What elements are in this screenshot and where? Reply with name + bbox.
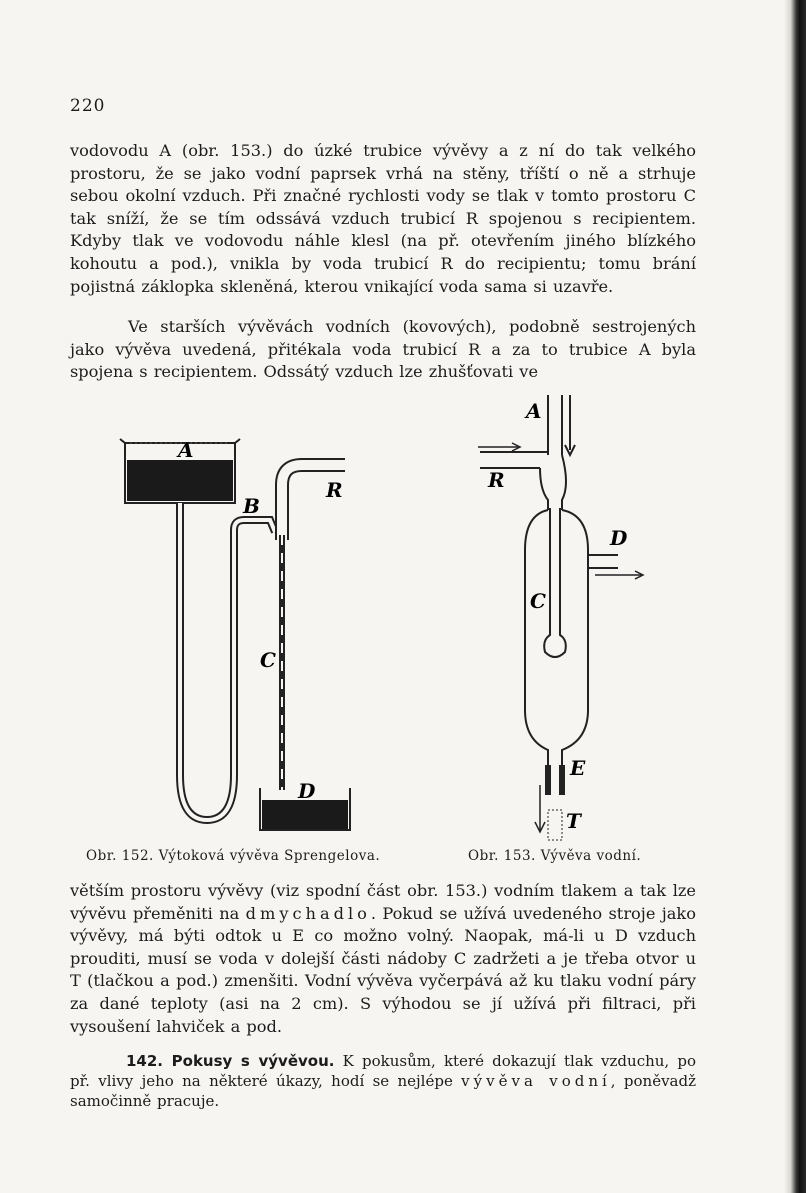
book-spine-shadow bbox=[784, 0, 806, 1193]
label-d: D bbox=[610, 526, 628, 550]
label-b: B bbox=[243, 494, 260, 518]
label-a: A bbox=[178, 438, 194, 462]
figure-153-water-pump bbox=[470, 390, 650, 845]
paragraph-3-part-2: . Pokud se užívá uvedeného stroje jako vývěvy, má býti odtok u E co možno volný. Naopak, má-li u D vzduch prouditi, musí se voda v dolejší části nádoby C zadržeti a je třeba otvor u T (tlačkou a pod.) zmenšiti. Vodní vývěva vyčerpává až ku tlaku vodní páry za dané teploty (asi na 2 cm). S výhodou se jí užívá při filtraci, při vysoušení lahviček a pod. bbox=[70, 903, 696, 1036]
vessel-a-liquid bbox=[127, 460, 233, 501]
label-c: C bbox=[530, 589, 546, 613]
label-c: C bbox=[260, 648, 276, 672]
paragraph-3-part-1: větším prostoru vývěvy (viz spodní část obr. 153.) vodním tlakem a tak lze vývěvu přeměniti na bbox=[70, 881, 696, 923]
vessel-d-liquid bbox=[262, 800, 348, 829]
section-heading: 142. Pokusy s vývěvou. bbox=[126, 1052, 335, 1070]
paragraph-1: vodovodu A (obr. 153.) do úzké trubice vývěvy a z ní do tak velkého prostoru, že se jako vodní paprsek vrhá na stěny, tříští o ně a strhuje sebou okolní vzduch. Při značné rychlosti vody se tlak v tomto prostoru C tak sníží, že se tím odssává vzduch trubicí R spojenou s recipientem. Kdyby tlak ve vodovodu náhle klesl (na př. otevřením jiného blízkého kohoutu a pod.), vnikla by voda trubicí R do recipientu; tomu brání pojistná záklopka skleněná, kterou vnikající voda sama si uzavře. bbox=[70, 141, 696, 296]
figure-152-sprengel-pump bbox=[110, 435, 370, 840]
label-r: R bbox=[326, 478, 343, 502]
label-r: R bbox=[488, 468, 505, 492]
label-a: A bbox=[526, 399, 542, 423]
tube-r bbox=[282, 465, 345, 540]
figure-153-caption: Obr. 153. Vývěva vodní. bbox=[468, 848, 642, 864]
label-d: D bbox=[298, 779, 316, 803]
paragraph-3-spaced-term: dmychadlo bbox=[245, 903, 371, 923]
label-e: E bbox=[570, 756, 586, 780]
inner-jet-c bbox=[544, 508, 566, 657]
section-text-part-2: , poněvadž samočinně pracuje. bbox=[70, 1072, 696, 1110]
section-142 bbox=[70, 1051, 696, 1111]
label-t: T bbox=[566, 809, 581, 833]
paragraph-2: Ve starších vývěvách vodních (kovových), podobně sestrojených jako vývěva uvedená, přitékala voda trubicí R a za to trubice A byla spojena s recipientem. Odssátý vzduch lze zhušťovati ve bbox=[70, 317, 696, 382]
figure-152-caption: Obr. 152. Výtoková vývěva Sprengelova. bbox=[86, 848, 381, 864]
paragraph-3 bbox=[70, 880, 696, 1038]
page-number: 220 bbox=[70, 96, 106, 116]
section-text-part-1: K pokusům, které dokazují tlak vzduchu, po př. vlivy jeho na některé úkazy, hodí se nejlépe bbox=[70, 1052, 696, 1090]
section-text-spaced-term: vývěva vodní bbox=[461, 1072, 611, 1090]
